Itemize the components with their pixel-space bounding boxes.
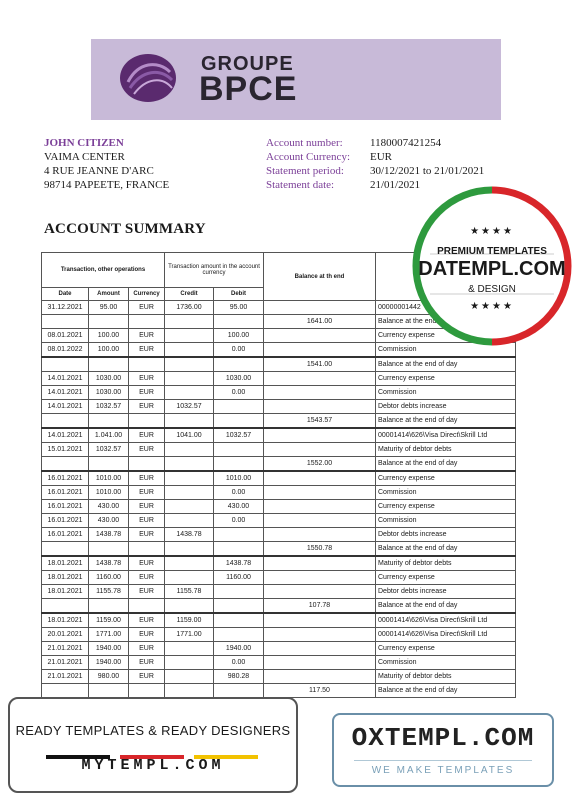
cell-balance [264, 500, 376, 514]
flag-stripes [46, 746, 262, 750]
cell-debit [214, 585, 264, 599]
cell-currency: EUR [129, 329, 165, 343]
cell-balance: 1541.00 [264, 357, 376, 372]
cell-currency: EUR [129, 386, 165, 400]
bank-header [91, 39, 501, 120]
cell-balance [264, 301, 376, 315]
col-currency: Currency [129, 288, 165, 301]
cell-credit: 1032.57 [165, 400, 214, 414]
statement-date-label: Statement date: [266, 179, 335, 191]
oxtempl-tagline: WE MAKE TEMPLATES [371, 765, 515, 776]
cell-amount: 1155.78 [89, 585, 129, 599]
cell-credit: 1041.00 [165, 428, 214, 443]
col-amount: Amount [89, 288, 129, 301]
cell-balance [264, 670, 376, 684]
summary-title: ACCOUNT SUMMARY [44, 221, 206, 237]
cell-date [42, 684, 89, 698]
cell-amount: 1032.57 [89, 443, 129, 457]
table-row [42, 414, 516, 429]
cell-balance: 1543.57 [264, 414, 376, 429]
cell-date [42, 599, 89, 614]
cell-description: Currency expense [376, 372, 516, 386]
cell-amount: 100.00 [89, 329, 129, 343]
cell-credit [165, 642, 214, 656]
stamp-line1: PREMIUM TEMPLATES [437, 246, 547, 257]
cell-debit: 0.00 [214, 514, 264, 528]
cell-balance [264, 585, 376, 599]
group-header-mid: Transaction amount in the account currency [165, 253, 264, 288]
cell-amount: 1032.57 [89, 400, 129, 414]
cell-debit: 430.00 [214, 500, 264, 514]
cell-debit [214, 684, 264, 698]
cell-currency: EUR [129, 428, 165, 443]
cell-description: 00001414\626\Visa Direct\Skrill Ltd [376, 428, 516, 443]
cell-credit [165, 670, 214, 684]
cell-amount: 1438.78 [89, 528, 129, 542]
cell-currency [129, 684, 165, 698]
mytempl-url: MYTEMPL.COM [81, 757, 225, 774]
cell-date: 31.12.2021 [42, 301, 89, 315]
cell-debit [214, 628, 264, 642]
cell-description: Currency expense [376, 500, 516, 514]
cell-description: Maturity of debtor debts [376, 443, 516, 457]
cell-balance [264, 329, 376, 343]
cell-currency: EUR [129, 571, 165, 585]
cell-balance [264, 556, 376, 571]
cell-credit [165, 486, 214, 500]
cell-debit: 0.00 [214, 656, 264, 670]
address-line: 98714 PAPEETE, FRANCE [44, 179, 170, 191]
cell-currency: EUR [129, 471, 165, 486]
cell-credit: 1771.00 [165, 628, 214, 642]
cell-debit [214, 528, 264, 542]
cell-credit [165, 386, 214, 400]
cell-description: 00000001442 [376, 301, 516, 315]
stamp-line2: DATEMPL.COM [418, 258, 566, 280]
cell-credit [165, 372, 214, 386]
cell-balance [264, 528, 376, 542]
cell-currency: EUR [129, 613, 165, 628]
cell-amount [89, 599, 129, 614]
cell-amount: 1030.00 [89, 386, 129, 400]
cell-balance: 107.78 [264, 599, 376, 614]
cell-amount: 1010.00 [89, 486, 129, 500]
cell-balance [264, 428, 376, 443]
stamp-stars-bottom: ★★★★ [470, 301, 514, 312]
cell-credit [165, 656, 214, 670]
table-row [42, 514, 516, 528]
statement-period-label: Statement period: [266, 165, 344, 177]
cell-date: 15.01.2021 [42, 443, 89, 457]
cell-date: 18.01.2021 [42, 556, 89, 571]
table-row [42, 486, 516, 500]
cell-debit: 1030.00 [214, 372, 264, 386]
cell-description: 00001414\626\Visa Direct\Skrill Ltd [376, 613, 516, 628]
cell-currency: EUR [129, 301, 165, 315]
cell-description: 00001414\626\Visa Direct\Skrill Ltd [376, 628, 516, 642]
cell-description: Currency expense [376, 571, 516, 585]
cell-currency: EUR [129, 628, 165, 642]
cell-credit [165, 571, 214, 585]
cell-balance: 1550.78 [264, 542, 376, 557]
cell-date [42, 414, 89, 429]
cell-date: 21.01.2021 [42, 642, 89, 656]
oxtempl-divider [354, 760, 532, 761]
cell-currency: EUR [129, 642, 165, 656]
cell-credit [165, 414, 214, 429]
stamp-line3: & DESIGN [468, 284, 516, 295]
cell-description: Balance at the end of day [376, 684, 516, 698]
col-date: Date [42, 288, 89, 301]
cell-balance [264, 443, 376, 457]
cell-balance: 1641.00 [264, 315, 376, 329]
cell-amount: 95.00 [89, 301, 129, 315]
cell-description: Maturity of debtor debts [376, 556, 516, 571]
cell-description: Debtor debts increase [376, 585, 516, 599]
cell-amount: 1771.00 [89, 628, 129, 642]
cell-balance: 1552.00 [264, 457, 376, 472]
cell-amount [89, 357, 129, 372]
mytempl-banner[interactable] [8, 697, 298, 793]
cell-credit: 1159.00 [165, 613, 214, 628]
cell-date: 16.01.2021 [42, 500, 89, 514]
cell-date: 18.01.2021 [42, 585, 89, 599]
table-row [42, 613, 516, 628]
cell-debit: 95.00 [214, 301, 264, 315]
table-row [42, 599, 516, 614]
cell-description: Balance at the end of day [376, 414, 516, 429]
cell-description: Balance at the end of day [376, 542, 516, 557]
cell-date: 08.01.2021 [42, 329, 89, 343]
customer-name: JOHN CITIZEN [44, 137, 124, 149]
cell-amount: 430.00 [89, 514, 129, 528]
cell-date: 14.01.2021 [42, 428, 89, 443]
cell-date: 21.01.2021 [42, 656, 89, 670]
cell-date [42, 315, 89, 329]
table-row [42, 556, 516, 571]
cell-amount [89, 414, 129, 429]
cell-currency [129, 414, 165, 429]
cell-date [42, 457, 89, 472]
cell-amount: 1438.78 [89, 556, 129, 571]
cell-date: 18.01.2021 [42, 571, 89, 585]
table-row [42, 400, 516, 414]
cell-description: Currency expense [376, 642, 516, 656]
cell-credit [165, 471, 214, 486]
cell-currency: EUR [129, 400, 165, 414]
table-row [42, 372, 516, 386]
cell-credit [165, 599, 214, 614]
cell-debit [214, 599, 264, 614]
cell-amount: 430.00 [89, 500, 129, 514]
cell-balance [264, 400, 376, 414]
account-labels [266, 136, 350, 192]
mytempl-tagline: READY TEMPLATES & READY DESIGNERS [15, 723, 291, 738]
table-row [42, 571, 516, 585]
cell-credit [165, 329, 214, 343]
table-row [42, 357, 516, 372]
cell-description: Debtor debts increase [376, 400, 516, 414]
cell-date: 16.01.2021 [42, 471, 89, 486]
cell-balance [264, 628, 376, 642]
cell-currency [129, 357, 165, 372]
table-row [42, 628, 516, 642]
cell-amount: 1940.00 [89, 642, 129, 656]
stamp-stars-top: ★★★★ [470, 226, 514, 237]
cell-currency: EUR [129, 443, 165, 457]
cell-currency [129, 599, 165, 614]
account-currency-label: Account Currency: [266, 151, 350, 163]
cell-credit [165, 315, 214, 329]
cell-credit [165, 343, 214, 358]
cell-currency: EUR [129, 670, 165, 684]
cell-amount: 980.00 [89, 670, 129, 684]
address-line: 4 RUE JEANNE D'ARC [44, 165, 154, 177]
cell-credit [165, 684, 214, 698]
account-number-value: 1180007421254 [370, 137, 442, 149]
cell-balance [264, 514, 376, 528]
table-row [42, 386, 516, 400]
brand-line2: BPCE [199, 70, 298, 108]
cell-date: 16.01.2021 [42, 528, 89, 542]
table-row [42, 528, 516, 542]
oxtempl-banner[interactable] [332, 713, 554, 787]
cell-currency: EUR [129, 528, 165, 542]
cell-amount: 1030.00 [89, 372, 129, 386]
cell-date: 14.01.2021 [42, 386, 89, 400]
col-credit: Credit [165, 288, 214, 301]
table-row [42, 428, 516, 443]
cell-description: Commission [376, 386, 516, 400]
table-row [42, 457, 516, 472]
cell-currency: EUR [129, 556, 165, 571]
group-header-left: Transaction, other operations [42, 253, 165, 288]
address-line: VAIMA CENTER [44, 151, 125, 163]
cell-balance [264, 486, 376, 500]
cell-debit [214, 613, 264, 628]
premium-templates-stamp [412, 186, 572, 346]
cell-credit [165, 457, 214, 472]
cell-description: Debtor debts increase [376, 528, 516, 542]
brand-line1: GROUPE [201, 53, 294, 75]
cell-currency: EUR [129, 343, 165, 358]
cell-amount [89, 542, 129, 557]
cell-debit: 1010.00 [214, 471, 264, 486]
cell-amount [89, 457, 129, 472]
table-row [42, 684, 516, 698]
cell-debit [214, 400, 264, 414]
cell-description: Balance at the end [376, 315, 516, 329]
group-header-balance: Balance at th end [264, 253, 376, 301]
table-row [42, 656, 516, 670]
cell-debit [214, 315, 264, 329]
cell-balance [264, 656, 376, 670]
cell-amount: 1159.00 [89, 613, 129, 628]
cell-amount: 1.041.00 [89, 428, 129, 443]
cell-date: 14.01.2021 [42, 372, 89, 386]
cell-debit: 100.00 [214, 329, 264, 343]
cell-debit [214, 414, 264, 429]
cell-debit [214, 443, 264, 457]
cell-currency: EUR [129, 514, 165, 528]
cell-description: Commission [376, 514, 516, 528]
cell-currency: EUR [129, 486, 165, 500]
cell-debit: 1160.00 [214, 571, 264, 585]
cell-credit [165, 514, 214, 528]
cell-debit: 1438.78 [214, 556, 264, 571]
cell-debit: 0.00 [214, 343, 264, 358]
cell-debit: 1940.00 [214, 642, 264, 656]
table-row [42, 585, 516, 599]
cell-currency: EUR [129, 656, 165, 670]
col-debit: Debit [214, 288, 264, 301]
cell-credit [165, 556, 214, 571]
cell-amount: 1010.00 [89, 471, 129, 486]
cell-date: 08.01.2022 [42, 343, 89, 358]
bpce-logo-icon [118, 52, 178, 104]
cell-amount: 1160.00 [89, 571, 129, 585]
cell-debit: 0.00 [214, 486, 264, 500]
table-row [42, 500, 516, 514]
cell-currency [129, 315, 165, 329]
cell-debit [214, 457, 264, 472]
cell-description: Maturity of debtor debts [376, 670, 516, 684]
cell-balance [264, 386, 376, 400]
cell-credit: 1438.78 [165, 528, 214, 542]
cell-date: 16.01.2021 [42, 486, 89, 500]
cell-amount: 100.00 [89, 343, 129, 358]
cell-description: Commission [376, 486, 516, 500]
table-row [42, 670, 516, 684]
cell-description: Currency expense [376, 471, 516, 486]
cell-description: Currency expense [376, 329, 516, 343]
cell-balance [264, 642, 376, 656]
cell-credit [165, 357, 214, 372]
cell-balance [264, 471, 376, 486]
account-values [370, 136, 484, 192]
cell-description: Commission [376, 343, 516, 358]
cell-description: Commission [376, 656, 516, 670]
cell-currency: EUR [129, 500, 165, 514]
cell-balance [264, 613, 376, 628]
cell-credit [165, 542, 214, 557]
cell-description: Balance at the end of day [376, 357, 516, 372]
cell-balance [264, 571, 376, 585]
cell-date: 18.01.2021 [42, 613, 89, 628]
oxtempl-url: OXTEMPL.COM [351, 723, 535, 753]
cell-credit: 1736.00 [165, 301, 214, 315]
cell-debit [214, 357, 264, 372]
cell-debit: 1032.57 [214, 428, 264, 443]
cell-debit [214, 542, 264, 557]
cell-description: Balance at the end of day [376, 599, 516, 614]
cell-date: 20.01.2021 [42, 628, 89, 642]
table-row [42, 642, 516, 656]
cell-date [42, 357, 89, 372]
cell-date: 16.01.2021 [42, 514, 89, 528]
cell-amount [89, 315, 129, 329]
cell-debit: 980.28 [214, 670, 264, 684]
cell-amount [89, 684, 129, 698]
cell-currency: EUR [129, 585, 165, 599]
cell-debit: 0.00 [214, 386, 264, 400]
customer-block [44, 136, 169, 192]
statement-date-value: 21/01/2021 [370, 179, 421, 191]
cell-amount: 1940.00 [89, 656, 129, 670]
table-row [42, 471, 516, 486]
cell-currency [129, 542, 165, 557]
cell-credit [165, 443, 214, 457]
cell-date: 21.01.2021 [42, 670, 89, 684]
cell-balance [264, 372, 376, 386]
table-row [42, 443, 516, 457]
account-number-label: Account number: [266, 137, 343, 149]
cell-balance: 117.50 [264, 684, 376, 698]
cell-date [42, 542, 89, 557]
table-body [42, 301, 516, 698]
account-currency-value: EUR [370, 151, 392, 163]
table-row [42, 542, 516, 557]
statement-period-value: 30/12/2021 to 21/01/2021 [370, 165, 485, 177]
cell-credit: 1155.78 [165, 585, 214, 599]
cell-date: 14.01.2021 [42, 400, 89, 414]
cell-credit [165, 500, 214, 514]
cell-currency [129, 457, 165, 472]
cell-currency: EUR [129, 372, 165, 386]
cell-balance [264, 343, 376, 358]
cell-description: Balance at the end of day [376, 457, 516, 472]
